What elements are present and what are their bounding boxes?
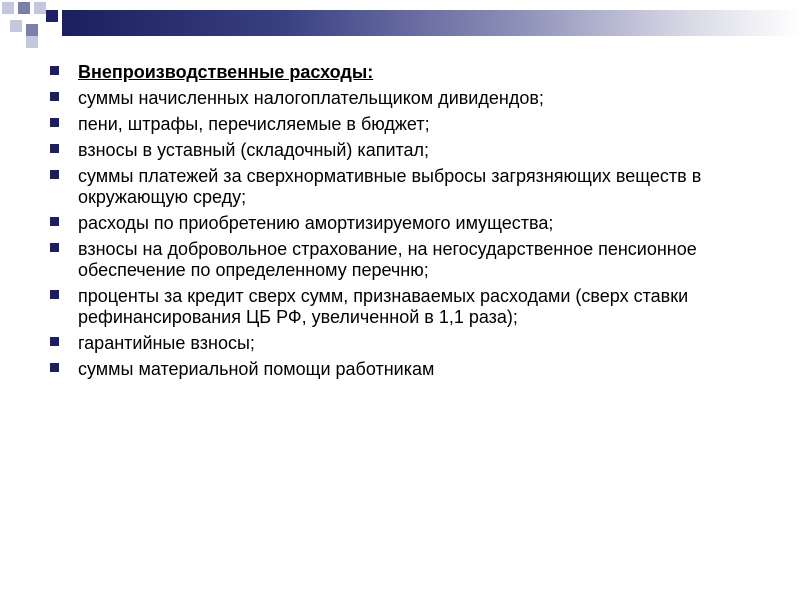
square-bullet-icon xyxy=(50,144,59,153)
decor-square xyxy=(34,2,46,14)
list-item-text: взносы на добровольное страхование, на негосударственное пенсионное обеспечение по определенному перечню; xyxy=(78,239,697,280)
list-item-text: расходы по приобретению амортизируемого имущества; xyxy=(78,213,554,233)
square-bullet-icon xyxy=(50,66,59,75)
square-bullet-icon xyxy=(50,363,59,372)
square-bullet-icon xyxy=(50,243,59,252)
list-item-text: проценты за кредит сверх сумм, признаваемых расходами (сверх ставки рефинансирования ЦБ РФ, увеличенной в 1,1 раза); xyxy=(78,286,689,327)
list-item xyxy=(50,213,750,234)
list-item-text: взносы в уставный (складочный) капитал; xyxy=(78,140,430,160)
square-bullet-icon xyxy=(50,290,59,299)
decor-square xyxy=(10,20,22,32)
list-item xyxy=(50,239,750,281)
list-heading-item xyxy=(50,62,750,83)
header-decoration xyxy=(0,0,800,48)
list-item-text: суммы начисленных налогоплательщиком дивидендов; xyxy=(78,88,544,108)
square-bullet-icon xyxy=(50,337,59,346)
decor-square xyxy=(18,2,30,14)
decor-square xyxy=(2,2,14,14)
square-bullet-icon xyxy=(50,92,59,101)
list-item-text: суммы материальной помощи работникам xyxy=(78,359,435,379)
list-item xyxy=(50,166,750,208)
list-item xyxy=(50,286,750,328)
decor-square xyxy=(26,24,38,36)
list-item-text: гарантийные взносы; xyxy=(78,333,255,353)
list-item-text: пени, штрафы, перечисляемые в бюджет; xyxy=(78,114,430,134)
header-gradient-bar xyxy=(62,10,800,36)
list-item xyxy=(50,114,750,135)
square-bullet-icon xyxy=(50,217,59,226)
list-item xyxy=(50,333,750,354)
list-item xyxy=(50,359,750,380)
list-heading: Внепроизводственные расходы: xyxy=(78,62,374,82)
square-bullet-icon xyxy=(50,118,59,127)
list-item xyxy=(50,88,750,109)
content-bullet-list xyxy=(50,62,750,385)
list-item-text: суммы платежей за сверхнормативные выбросы загрязняющих веществ в окружающую среду; xyxy=(78,166,702,207)
decor-square xyxy=(46,10,58,22)
decor-square xyxy=(26,36,38,48)
list-item xyxy=(50,140,750,161)
square-bullet-icon xyxy=(50,170,59,179)
